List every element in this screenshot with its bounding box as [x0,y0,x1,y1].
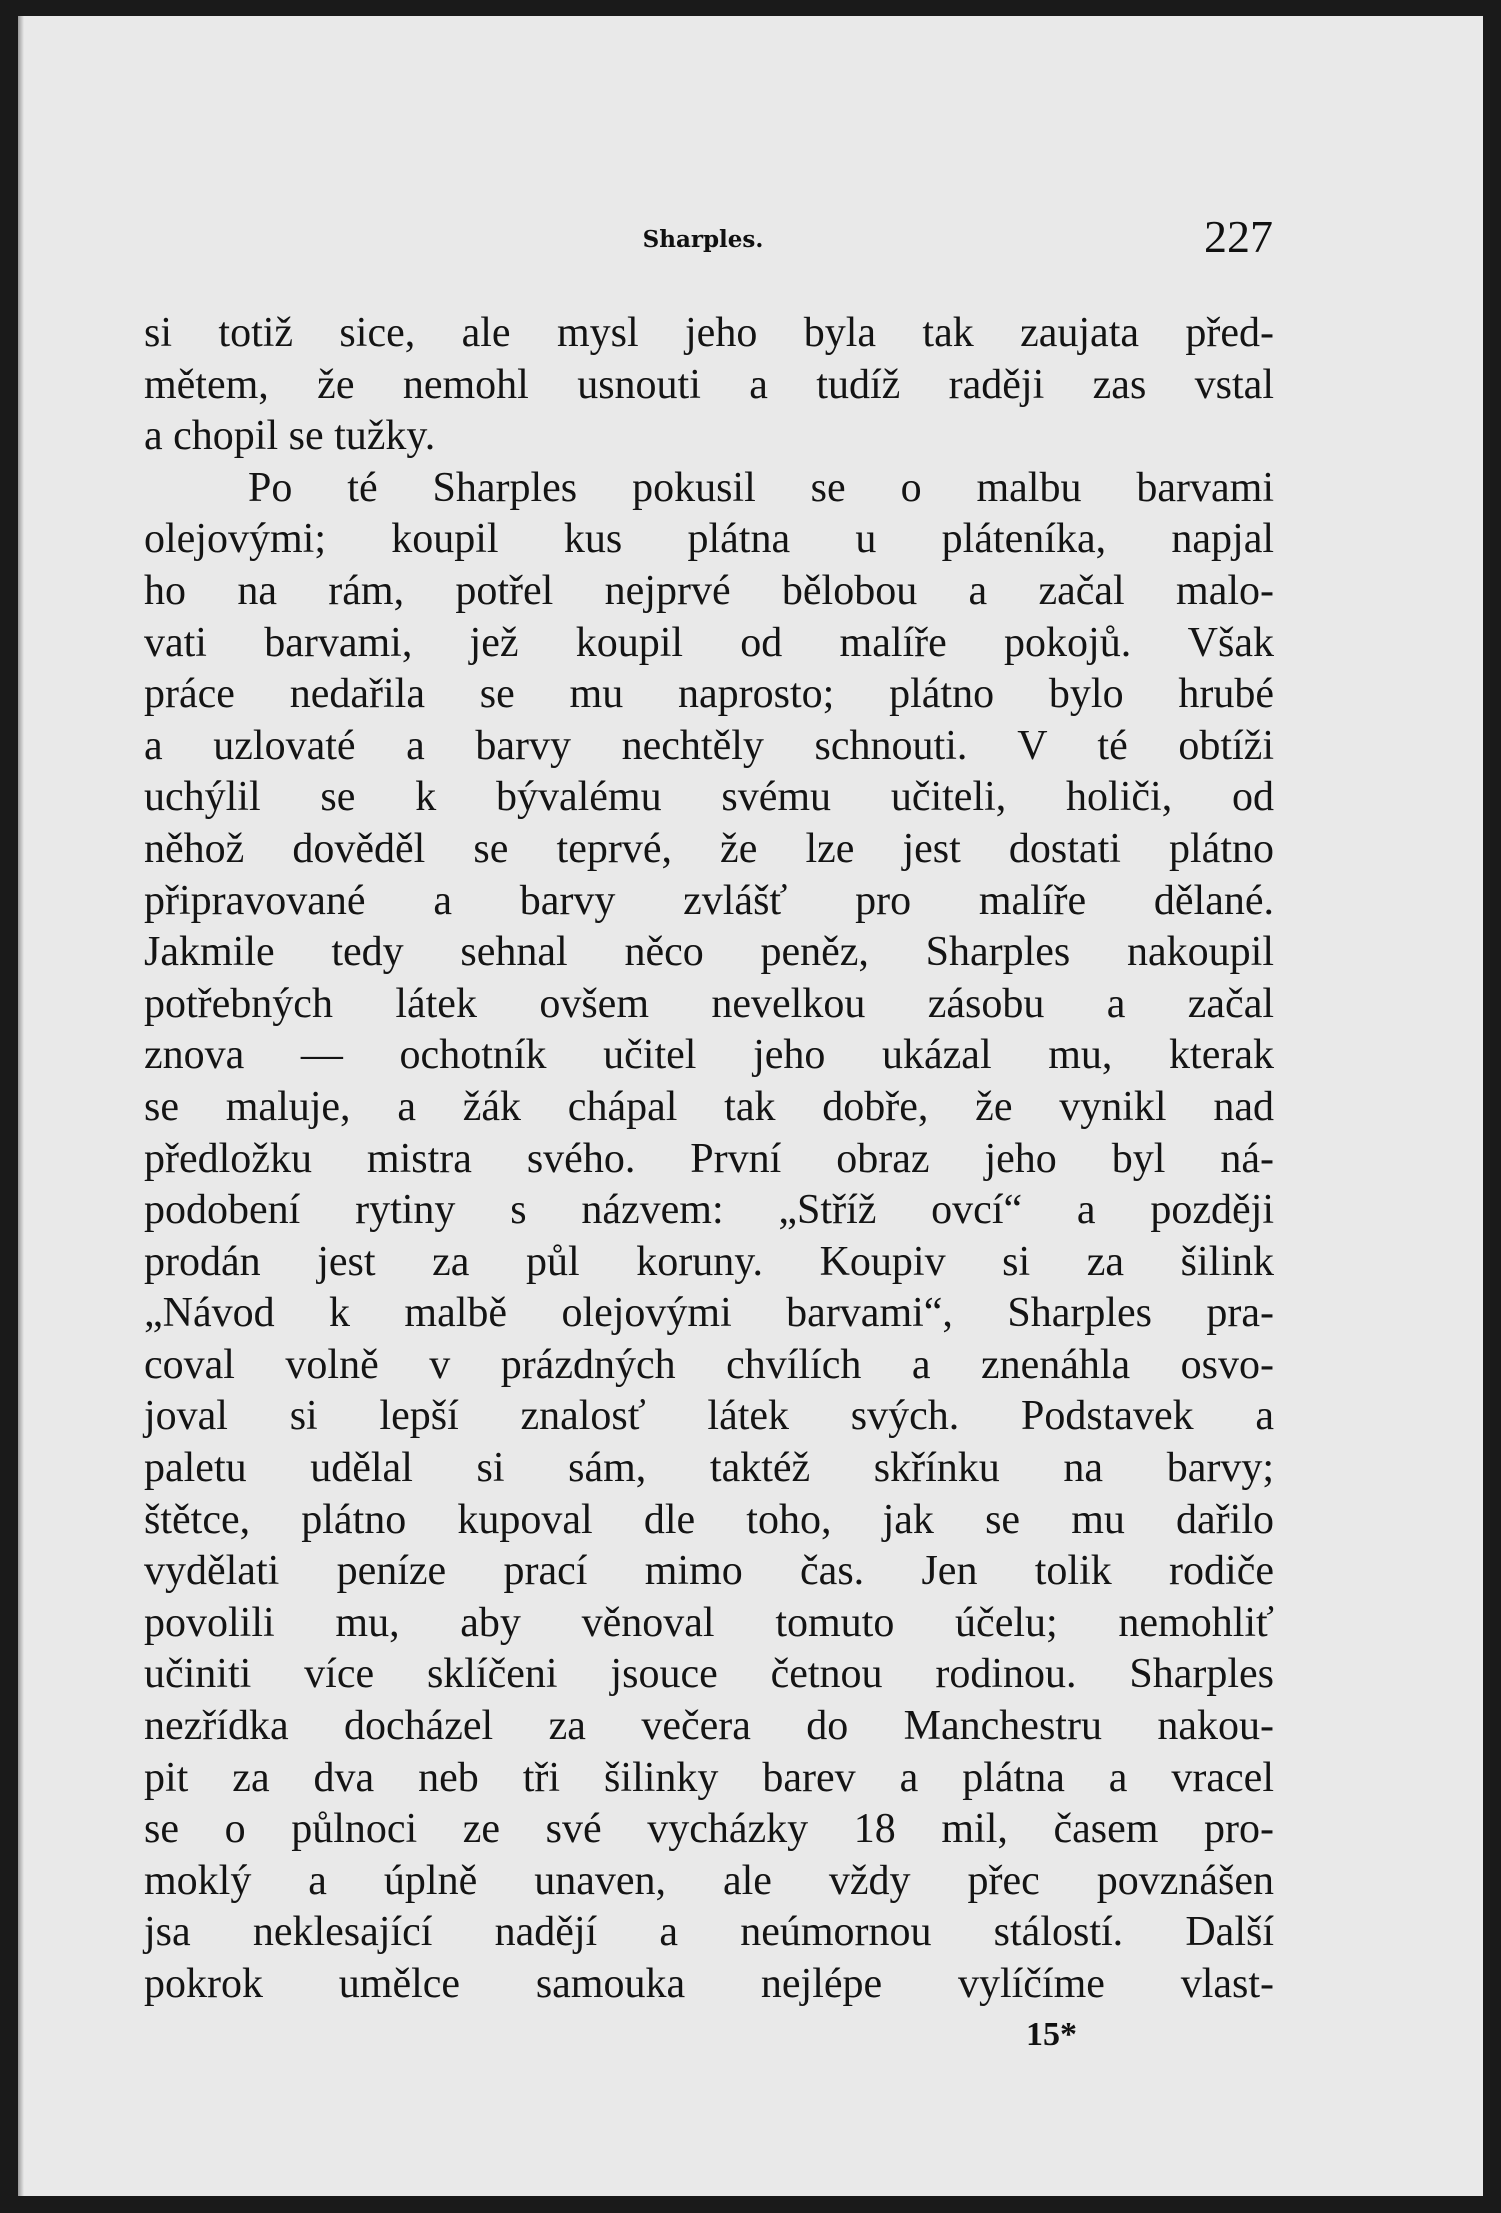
signature-mark: 15* [1026,2016,1077,2053]
text-line: coval volně v prázdných chvílích a znenáhla osvo- [144,1341,1274,1388]
text-line: povolili mu, aby věnoval tomuto účelu; nemohliť [144,1599,1274,1646]
text-line: práce nedařila se mu naprosto; plátno bylo hrubé [144,671,1274,718]
text-line: vydělati peníze prací mimo čas. Jen tolik rodiče [144,1548,1274,1595]
page-header [133,200,1273,270]
text-line: a chopil se tužky. [144,413,436,460]
text-line: moklý a úplně unaven, ale vždy přec povznášen [144,1857,1274,1904]
text-line: jsa neklesající nadějí a neúmornou stálostí. Další [144,1909,1274,1956]
text-line: předložku mistra svého. První obraz jeho byl ná- [144,1135,1274,1182]
text-line: paletu udělal si sám, taktéž skřínku na barvy; [144,1445,1274,1492]
text-line: joval si lepší znalosť látek svých. Podstavek a [144,1393,1274,1440]
text-line: štětce, plátno kupoval dle toho, jak se mu dařilo [144,1496,1274,1543]
text-line: Jakmile tedy sehnal něco peněz, Sharples nakoupil [144,929,1274,976]
text-line: ho na rám, potřel nejprvé bělobou a začal malo- [144,567,1274,614]
text-line: vati barvami, jež koupil od malíře pokojů. Však [144,619,1274,666]
page-number: 227 [1204,211,1273,262]
text-line: mětem, že nemohl usnouti a tudíž raději zas vstal [144,361,1274,408]
text-line: pokrok umělce samouka nejlépe vylíčíme vlast- [144,1961,1274,2007]
text-line: potřebných látek ovšem nevelkou zásobu a začal [144,980,1274,1027]
book-page [18,16,1483,2196]
text-line: nezřídka docházel za večera do Manchestru nakou- [144,1703,1274,1750]
text-line: připravované a barvy zvlášť pro malíře dělané. [144,877,1274,924]
body-text [144,308,1274,2011]
text-line: podobení rytiny s názvem: „Stříž ovcí“ a později [144,1187,1274,1234]
text-line: „Návod k malbě olejovými barvami“, Sharples pra- [144,1290,1274,1337]
text-line: něhož dověděl se teprvé, že lze jest dostati plátno [144,825,1274,872]
text-line: olejovými; koupil kus plátna u pláteníka, napjal [144,516,1274,563]
text-line: pit za dva neb tři šilinky barev a plátna a vracel [144,1754,1274,1801]
text-line: si totiž sice, ale mysl jeho byla tak zaujata před- [144,310,1274,356]
text-line: znova — ochotník učitel jeho ukázal mu, kterak [144,1032,1274,1079]
text-line: se o půlnoci ze své vycházky 18 mil, časem pro- [144,1806,1274,1853]
text-line: se maluje, a žák chápal tak dobře, že vynikl nad [144,1083,1274,1130]
running-head: Sharples. [642,226,764,253]
text-line: Po té Sharples pokusil se o malbu barvami [248,464,1274,511]
text-line: uchýlil se k bývalému svému učiteli, holiči, od [144,774,1274,821]
text-line: prodán jest za půl koruny. Koupiv si za šilink [144,1238,1274,1285]
text-line: a uzlovaté a barvy nechtěly schnouti. V té obtíži [144,722,1274,769]
text-line: učiniti více sklíčeni jsouce četnou rodinou. Sharples [144,1651,1274,1698]
